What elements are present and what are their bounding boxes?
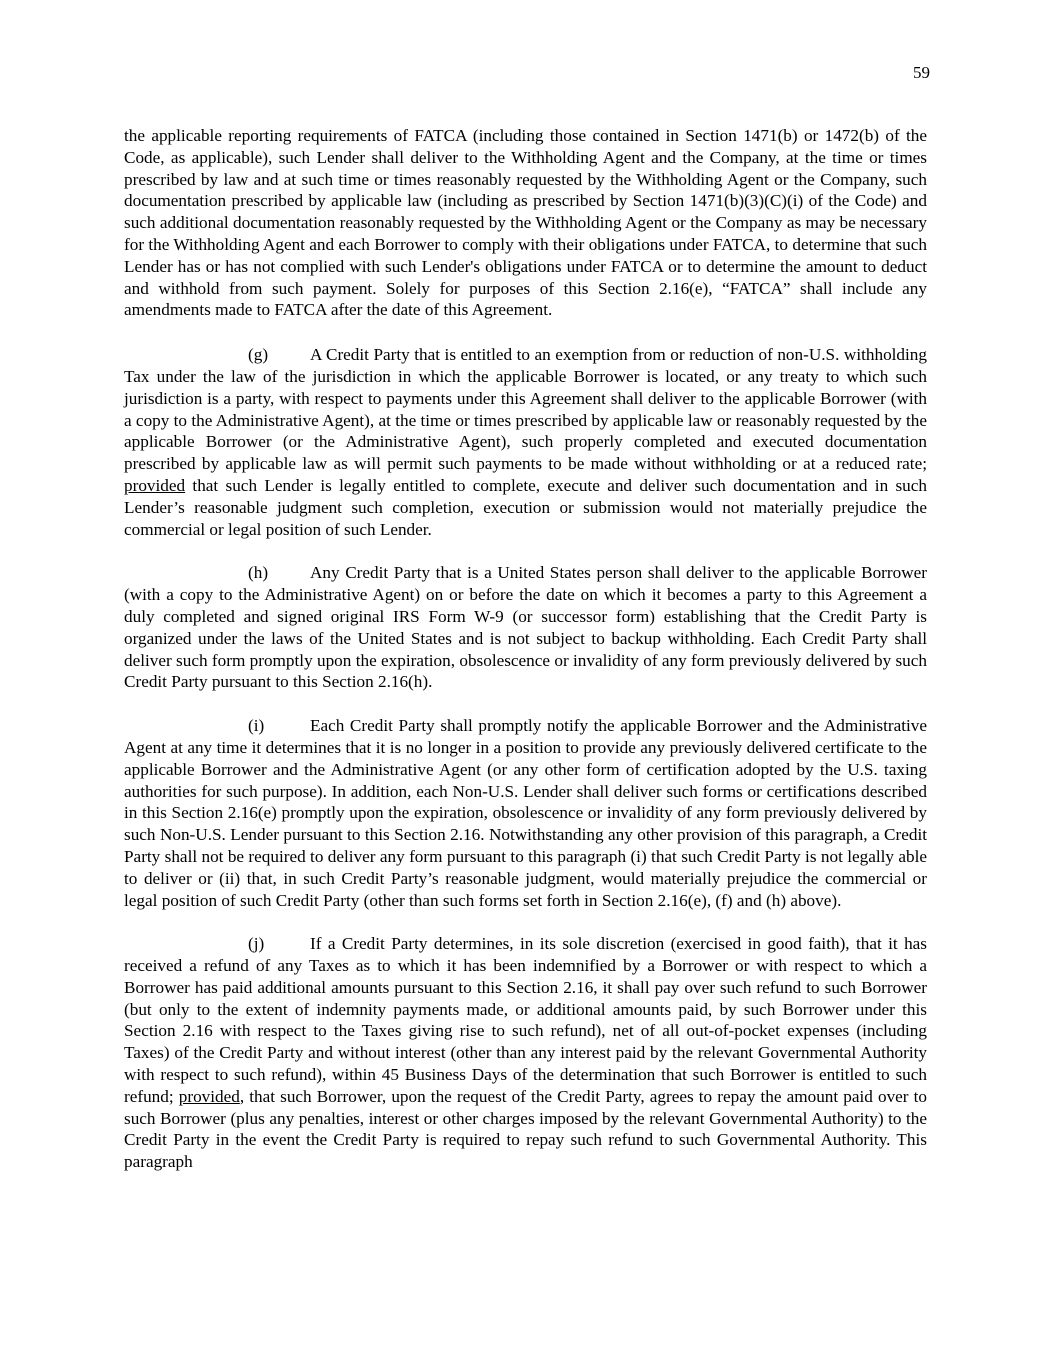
paragraph-text: A Credit Party that is entitled to an exemption from or reduction of non-U.S. withholding Tax under the law of the jurisdiction in which the applicable Borrower is located, or any treaty to which such jurisdiction is a party, with respect to payments under this Agreement shall deliver to the applicable Borrower (with a copy to the Administrative Agent), at the time or times prescribed by applicable law or reasonably requested by the applicable Borrower (or the Administrative Agent), such properly completed and executed documentation prescribed by applicable law as will permit such payments to be made without withholding or at a reduced rate; [124,345,927,474]
paragraph-i [124,715,927,911]
paragraph-text: that such Lender is legally entitled to complete, execute and deliver such documentation and in such Lender’s reasonable judgment such completion, execution or submission would not materially prejudice the commercial or legal position of such Lender. [124,475,927,539]
page-number: 59 [913,63,930,82]
paragraph-label: (j) [248,934,265,954]
paragraph-text: Any Credit Party that is a United States person shall deliver to the applicable Borrower (with a copy to the Administrative Agent) on or before the date on which it becomes a party to this Agreement a duly completed and signed original IRS Form W-9 (or successor form) establishing that the Credit Party is organized under the laws of the United States and is not subject to backup withholding. Each Credit Party shall deliver such form promptly upon the expiration, obsolescence or invalidity of any form previously delivered by such Credit Party pursuant to this Section 2.16(h). [124,563,927,692]
paragraph-text: , that such Borrower, upon the request of the Credit Party, agrees to repay the amount paid over to such Borrower (plus any penalties, interest or other charges imposed by the relevant Governmental Authority) to the Credit Party in the event the Credit Party is required to repay such refund to such Governmental Authority. This paragraph [124,1086,927,1172]
paragraph-label: (g) [248,345,269,365]
paragraph-h [124,562,927,693]
paragraph-text: If a Credit Party determines, in its sole discretion (exercised in good faith), that it has received a refund of any Taxes as to which it has been indemnified by a Borrower or with respect to which a Borrower has paid additional amounts pursuant to this Section 2.16, it shall pay over such refund to such Borrower (but only to the extent of indemnity payments made, or additional amounts paid, by such Borrower under this Section 2.16 with respect to the Taxes giving rise to such refund), net of all out-of-pocket expenses (including Taxes) of the Credit Party and without interest (other than any interest paid by the relevant Governmental Authority with respect to such refund), within 45 Business Days of the determination that such Borrower is entitled to such refund; [124,934,927,1106]
paragraph-text: Each Credit Party shall promptly notify the applicable Borrower and the Administrative Agent at any time it determines that it is no longer in a position to provide any previously delivered certificate to the applicable Borrower and the Administrative Agent (or any other form of certification adopted by the U.S. taxing authorities for such purpose). In addition, each Non-U.S. Lender shall deliver such forms or certifications described in this Section 2.16(e) promptly upon the expiration, obsolescence or invalidity of any form previously delivered by such Non-U.S. Lender pursuant to this Section 2.16. Notwithstanding any other provision of this paragraph, a Credit Party shall not be required to deliver any form pursuant to this paragraph (i) that such Credit Party is not legally able to deliver or (ii) that, in such Credit Party’s reasonable judgment, would materially prejudice the commercial or legal position of such Credit Party (other than such forms set forth in Section 2.16(e), (f) and (h) above). [124,716,927,910]
paragraph-continuation [124,125,927,321]
paragraph-label: (i) [248,716,265,736]
document-body [124,125,927,1195]
paragraph-label: (h) [248,563,269,583]
paragraph-j [124,933,927,1173]
provided-underlined-term: provided [124,475,186,495]
paragraph-g [124,344,927,540]
provided-underlined-term: provided [178,1086,240,1106]
paragraph-text: the applicable reporting requirements of FATCA (including those contained in Section 1471(b) or 1472(b) of the Code, as applicable), such Lender shall deliver to the Withholding Agent and the Company, at the time or times prescribed by law and at such time or times reasonably requested by the Withholding Agent or the Company, such documentation prescribed by applicable law (including as prescribed by Section 1471(b)(3)(C)(i) of the Code) and such additional documentation reasonably requested by the Withholding Agent or the Company as may be necessary for the Withholding Agent and each Borrower to comply with their obligations under FATCA, to determine that such Lender has or has not complied with such Lender's obligations under FATCA or to determine the amount to deduct and withhold from such payment. Solely for purposes of this Section 2.16(e), “FATCA” shall include any amendments made to FATCA after the date of this Agreement. [124,126,927,320]
